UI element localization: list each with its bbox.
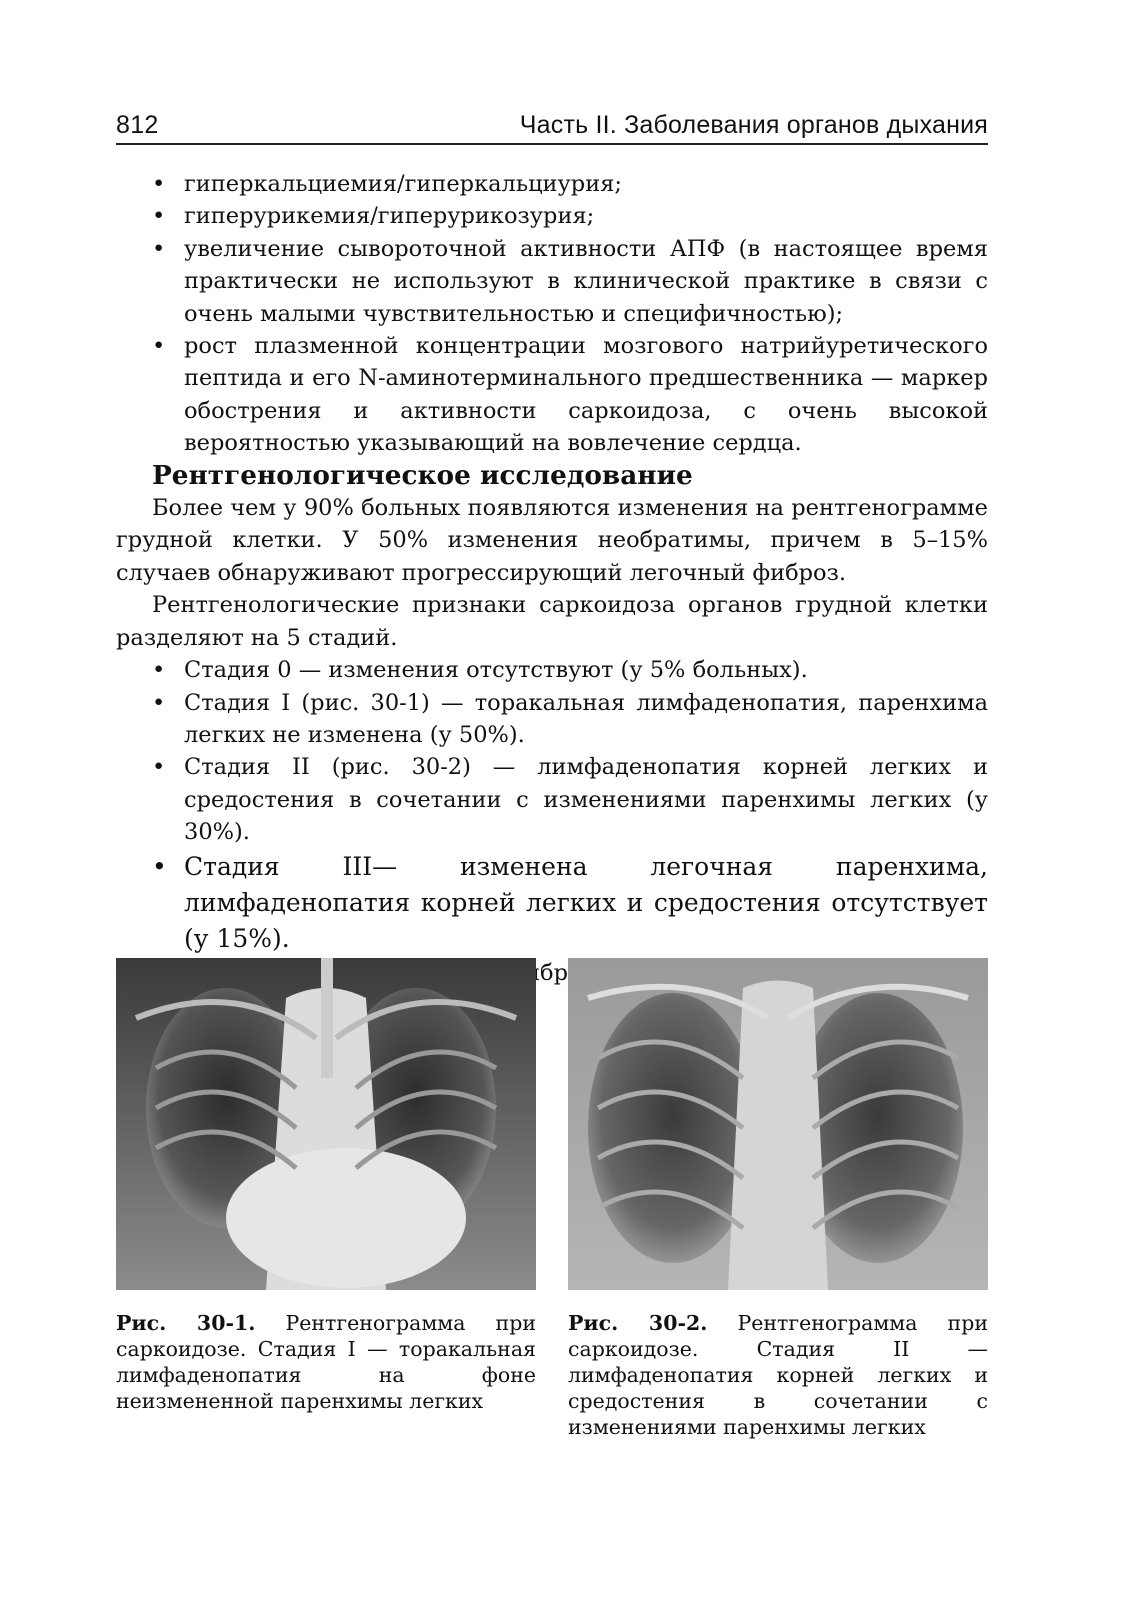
- bullet-icon: •: [152, 754, 166, 781]
- bullet-icon: •: [152, 657, 166, 684]
- bullet-icon: •: [152, 333, 166, 360]
- stage-item: • Стадия II (рис. 30-2) — лимфаденопатия корней легких и средостения в сочетании с изменениями паренхимы легких (у 30%).: [116, 751, 988, 848]
- figure-caption-text: Рентгенограмма при саркоидозе. Стадия I — торакальная лимфаденопатия на фоне неизмененной паренхимы легких: [116, 1311, 536, 1413]
- list-item: • увеличение сывороточной активности АПФ (в настоящее время практически не используют в клинической практике в связи с очень малыми чувствительностью и специфичностью);: [116, 233, 988, 330]
- section-heading: Рентгенологическое исследование: [152, 459, 693, 491]
- stages-list: [116, 654, 988, 848]
- stages-list-large: [116, 849, 988, 957]
- bullet-icon: •: [152, 203, 166, 230]
- bullet-icon: •: [152, 171, 166, 197]
- figure-caption-text: Рентгенограмма при саркоидозе. Стадия II —лимфаденопатия корней легких и средостения в сочетании с изменениями паренхимы легких: [568, 1311, 988, 1439]
- running-title: Часть II. Заболевания органов дыхания: [519, 111, 988, 139]
- stage-item: • Стадия III— изменена легочная паренхима, лимфаденопатия корней легких и средостения отсутствует (у 15%).: [116, 849, 988, 957]
- figure-caption: [116, 1310, 536, 1414]
- bullet-icon: •: [152, 851, 167, 881]
- page-number: 812: [116, 111, 159, 139]
- bullet-icon: •: [152, 689, 166, 716]
- chest-xray-image: [568, 958, 988, 1290]
- chest-xray-image: [116, 958, 536, 1290]
- stage-item: • Стадия I (рис. 30-1) — торакальная лимфаденопатия, паренхима легких не изменена (у 50%).: [116, 687, 988, 752]
- page-header: [116, 107, 988, 145]
- figure-30-1: [116, 958, 536, 1414]
- bullet-icon: •: [152, 235, 166, 262]
- list-item: • гиперурикемия/гиперурикозурия;: [116, 200, 988, 232]
- list-item: • рост плазменной концентрации мозгового натрийуретического пептида и его N-аминотерминального предшественника — маркер обострения и активности саркоидоза, с очень высокой вероятностью указывающий на вовлечение сердца.: [116, 330, 988, 460]
- stage-item: фиброз: [116, 957, 988, 989]
- figures-row: [116, 958, 988, 1439]
- stage-item: • Стадия 0 — изменения отсутствуют (у 5% больных).: [116, 654, 988, 686]
- paragraph: Рентгенологические признаки саркоидоза органов грудной клетки разделяют на 5 стадий.: [116, 592, 988, 651]
- list-item: • гиперкальциемия/гиперкальциурия;: [116, 168, 988, 200]
- paragraph: Более чем у 90% больных появляются изменения на рентгенограмме грудной клетки. У 50% изменения необратимы, причем в 5–15% случаев обнаруживают прогрессирующий легочный фиброз.: [116, 495, 988, 586]
- criteria-list: [116, 168, 988, 460]
- figure-label: Рис. 30-1.: [116, 1311, 256, 1335]
- figure-label: Рис. 30-2.: [568, 1311, 708, 1335]
- page-body: [116, 168, 988, 989]
- figure-30-2: [568, 958, 988, 1440]
- figure-caption: [568, 1310, 988, 1440]
